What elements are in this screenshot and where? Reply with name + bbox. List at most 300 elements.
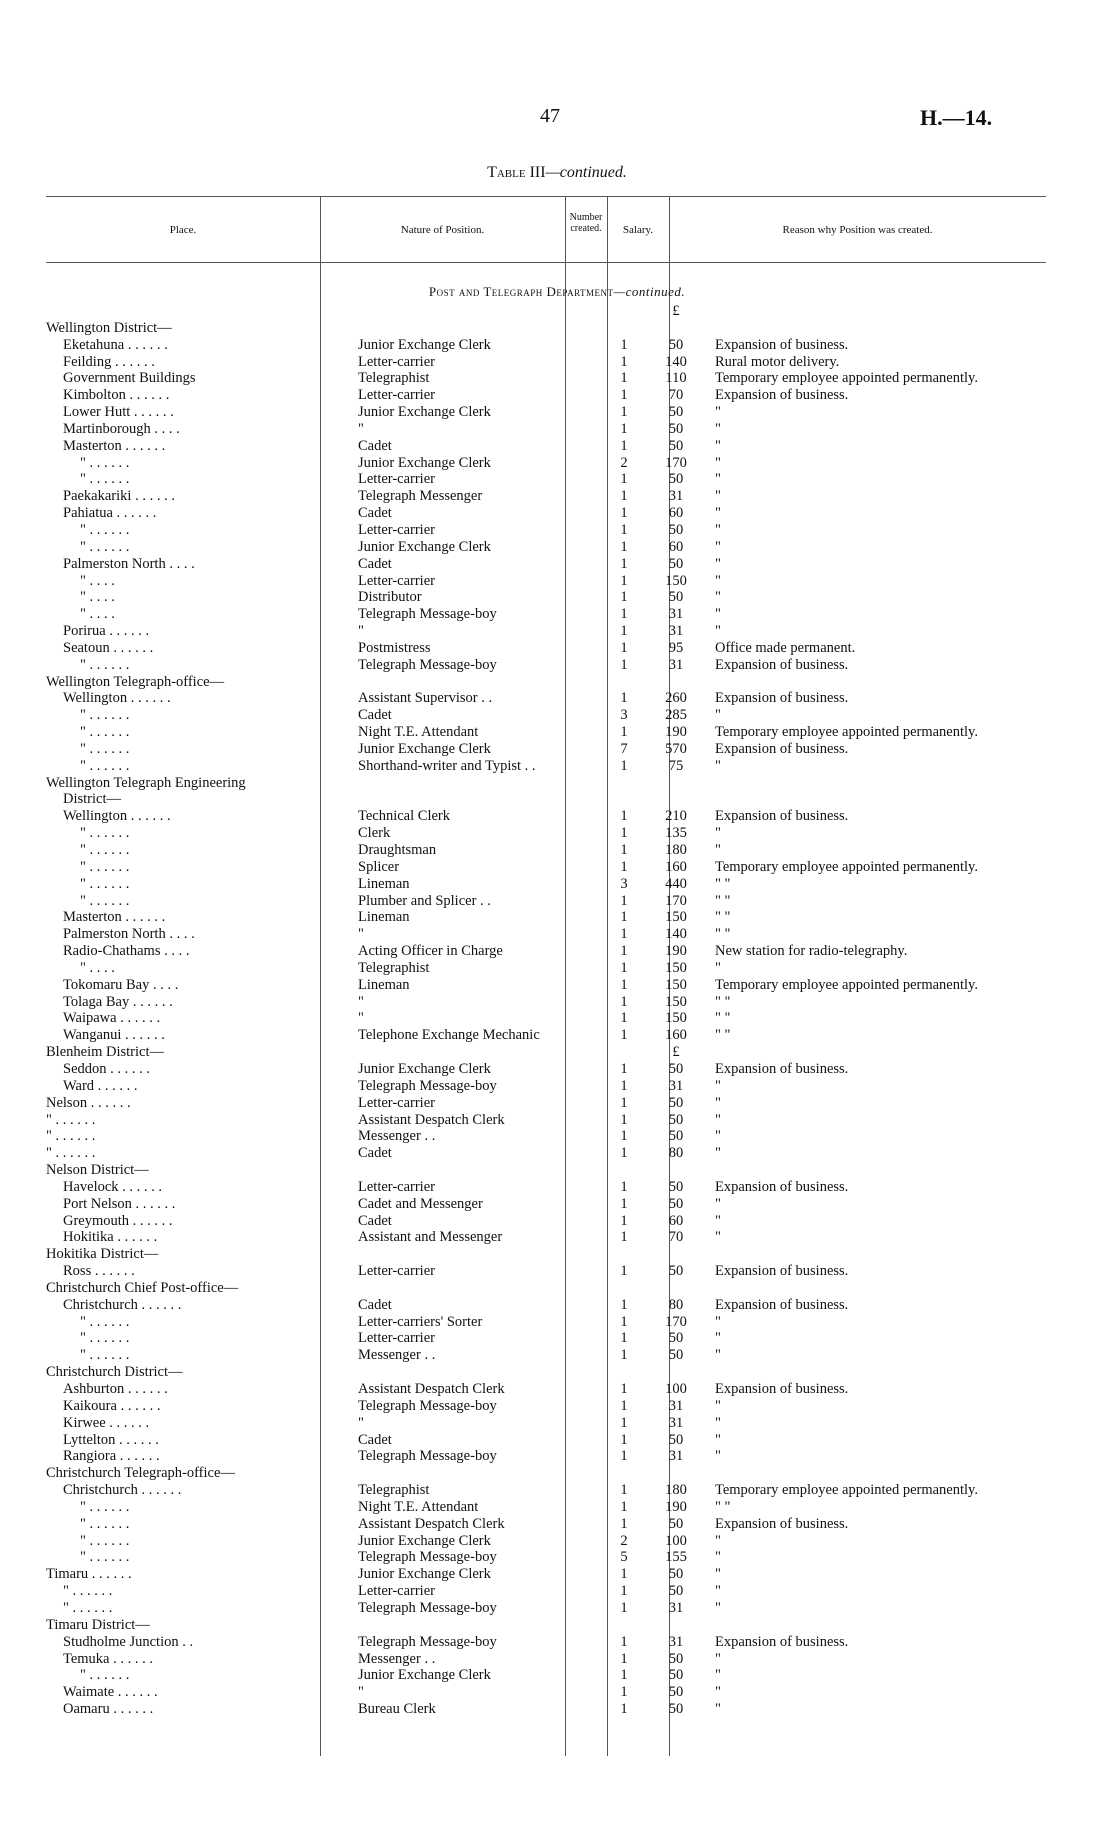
cell-salary: 190 bbox=[665, 724, 687, 741]
cell-number: 1 bbox=[620, 471, 628, 488]
cell-position bbox=[354, 303, 603, 320]
cell-reason: Expansion of business. bbox=[715, 1296, 849, 1313]
cell-place: Waipawa . . . . . . bbox=[63, 1010, 161, 1027]
cell-reason: " bbox=[715, 1532, 721, 1549]
cell-place: " . . . . . . bbox=[80, 656, 130, 673]
table-row bbox=[46, 623, 1065, 640]
cell-salary: 150 bbox=[665, 976, 687, 993]
table-row bbox=[46, 1617, 1065, 1634]
cell-place: Ward . . . . . . bbox=[63, 1077, 138, 1094]
cell-reason: Expansion of business. bbox=[715, 336, 849, 353]
table-row bbox=[46, 354, 1065, 371]
cell-salary: 160 bbox=[665, 1027, 687, 1044]
cell-salary: 50 bbox=[668, 420, 684, 437]
cell-salary: 50 bbox=[668, 1583, 684, 1600]
cell-salary: 50 bbox=[668, 1701, 684, 1718]
cell-number bbox=[603, 303, 645, 320]
cell-position: Messenger . . bbox=[358, 1347, 436, 1364]
cell-place: Feilding . . . . . . bbox=[63, 353, 155, 370]
cell-reason: Expansion of business. bbox=[715, 1381, 849, 1397]
cell-position: Cadet and Messenger bbox=[358, 1195, 483, 1212]
cell-reason: " bbox=[715, 420, 721, 437]
cell-reason: " bbox=[715, 1701, 721, 1718]
table-row bbox=[46, 1583, 1065, 1600]
cell-place: " . . . . . . bbox=[80, 875, 130, 892]
cell-reason: Expansion of business. bbox=[715, 1633, 849, 1650]
table-row bbox=[46, 1246, 1065, 1263]
cell-salary: 260 bbox=[665, 690, 687, 707]
cell-salary: 140 bbox=[665, 926, 687, 943]
cell-place: " . . . . . . bbox=[46, 1145, 96, 1162]
cell-position: Telegraph Message-boy bbox=[358, 1549, 497, 1566]
cell-number: 1 bbox=[620, 724, 628, 741]
column-header-reason: Reason why Position was created. bbox=[782, 224, 933, 236]
table-row bbox=[46, 1330, 1065, 1347]
cell-place: Timaru District— bbox=[46, 1616, 150, 1633]
cell-place: Lower Hutt . . . . . . bbox=[63, 404, 174, 421]
table-row bbox=[46, 1044, 1065, 1061]
cell-reason: " bbox=[715, 1549, 721, 1566]
table-row bbox=[46, 1600, 1065, 1617]
cell-number: 1 bbox=[620, 1414, 628, 1431]
cell-position: Cadet bbox=[358, 437, 392, 454]
cell-salary: 180 bbox=[665, 1482, 687, 1499]
cell-reason: " " bbox=[715, 926, 731, 943]
cell-salary bbox=[645, 1465, 707, 1482]
cell-number: 1 bbox=[620, 420, 628, 437]
cell-position: Letter-carrier bbox=[358, 572, 435, 589]
cell-reason: " bbox=[715, 1313, 721, 1330]
cell-place: Blenheim District— bbox=[46, 1044, 164, 1061]
table-row bbox=[46, 488, 1065, 505]
table-row bbox=[46, 1314, 1065, 1331]
cell-reason bbox=[707, 320, 1065, 337]
cell-place: Martinborough . . . . bbox=[63, 420, 180, 437]
cell-position: Night T.E. Attendant bbox=[358, 724, 479, 741]
cell-salary: 31 bbox=[668, 1448, 684, 1465]
table-row bbox=[46, 505, 1065, 522]
cell-number: 1 bbox=[620, 589, 628, 606]
table-row bbox=[46, 859, 1065, 876]
cell-number: 1 bbox=[620, 1296, 628, 1313]
table-row bbox=[46, 337, 1065, 354]
cell-number: 1 bbox=[620, 488, 628, 505]
cell-place: " . . . . . . bbox=[80, 521, 130, 538]
cell-place: " . . . . . . bbox=[80, 1330, 130, 1347]
cell-position: Telegraph Message-boy bbox=[358, 1633, 497, 1650]
cell-reason: " bbox=[715, 1195, 721, 1212]
cell-number: 5 bbox=[620, 1549, 628, 1566]
cell-position: Assistant Despatch Clerk bbox=[358, 1381, 505, 1397]
cell-position: Cadet bbox=[358, 1296, 392, 1313]
cell-reason: " " bbox=[715, 1010, 731, 1027]
cell-position: Letter-carrier bbox=[358, 471, 435, 488]
cell-position: Letter-carrier bbox=[358, 1178, 435, 1195]
table-row bbox=[46, 674, 1065, 691]
cell-salary: 190 bbox=[665, 943, 687, 960]
cell-reason: " bbox=[715, 707, 721, 724]
table-row bbox=[46, 1549, 1065, 1566]
cell-number: 3 bbox=[620, 875, 628, 892]
cell-place: Palmerston North . . . . bbox=[63, 926, 195, 943]
cell-position: " bbox=[358, 1010, 364, 1027]
cell-place: " . . . . bbox=[80, 572, 115, 589]
cell-number: 1 bbox=[620, 1111, 628, 1128]
cell-number: 1 bbox=[620, 1583, 628, 1600]
cell-position: " bbox=[358, 1684, 364, 1701]
cell-number: 1 bbox=[620, 1347, 628, 1364]
cell-place: Porirua . . . . . . bbox=[63, 623, 150, 640]
cell-position: Plumber and Splicer . . bbox=[358, 892, 491, 909]
cell-place: Kirwee . . . . . . bbox=[63, 1414, 150, 1431]
cell-salary: 285 bbox=[665, 707, 687, 724]
cell-number: 1 bbox=[620, 538, 628, 555]
cell-place: Wellington District— bbox=[46, 319, 172, 336]
table-row bbox=[46, 876, 1065, 893]
cell-number: 1 bbox=[620, 1431, 628, 1448]
cell-salary: 160 bbox=[665, 858, 687, 875]
cell-reason: " bbox=[715, 1650, 721, 1667]
cell-place: Wellington Telegraph Engineering bbox=[46, 774, 246, 791]
table-row bbox=[46, 1347, 1065, 1364]
cell-place: Wellington . . . . . . bbox=[63, 808, 171, 825]
cell-salary: 150 bbox=[665, 1010, 687, 1027]
department-suffix: —continued. bbox=[613, 284, 686, 299]
cell-place: " . . . . . . bbox=[80, 1313, 130, 1330]
cell-place: Hokitika . . . . . . bbox=[63, 1229, 158, 1246]
cell-reason bbox=[707, 1246, 1065, 1263]
cell-reason: " bbox=[715, 1397, 721, 1414]
cell-reason: " bbox=[715, 1094, 721, 1111]
cell-number bbox=[603, 775, 645, 792]
cell-salary: £ bbox=[672, 1044, 680, 1061]
cell-salary: 50 bbox=[668, 1195, 684, 1212]
cell-salary: 50 bbox=[668, 471, 684, 488]
cell-place: Kaikoura . . . . . . bbox=[63, 1397, 161, 1414]
cell-salary: 50 bbox=[668, 589, 684, 606]
cell-position: Postmistress bbox=[358, 639, 431, 656]
table-row bbox=[46, 1179, 1065, 1196]
cell-salary: 31 bbox=[668, 1397, 684, 1414]
table-row bbox=[46, 1566, 1065, 1583]
table-row bbox=[46, 1667, 1065, 1684]
cell-reason: " bbox=[715, 1111, 721, 1128]
cell-salary: 110 bbox=[665, 370, 687, 387]
table-row bbox=[46, 1364, 1065, 1381]
cell-number: 2 bbox=[620, 1532, 628, 1549]
cell-position: Lineman bbox=[358, 976, 410, 993]
cell-reason: " bbox=[715, 538, 721, 555]
table-row bbox=[46, 1415, 1065, 1432]
table-row bbox=[46, 825, 1065, 842]
table-row bbox=[46, 320, 1065, 337]
table-row bbox=[46, 1398, 1065, 1415]
cell-reason: " bbox=[715, 1431, 721, 1448]
cell-number: 1 bbox=[620, 808, 628, 825]
cell-salary: 150 bbox=[665, 959, 687, 976]
cell-reason bbox=[707, 1364, 1065, 1381]
cell-reason: Expansion of business. bbox=[715, 808, 849, 825]
cell-number: 1 bbox=[620, 1498, 628, 1515]
report-reference: H.—14. bbox=[920, 105, 993, 130]
cell-number: 1 bbox=[620, 555, 628, 572]
cell-number: 1 bbox=[620, 1313, 628, 1330]
table-title bbox=[0, 164, 1114, 182]
table-row bbox=[46, 724, 1065, 741]
cell-number: 1 bbox=[620, 1178, 628, 1195]
cell-number bbox=[603, 674, 645, 691]
table-row bbox=[46, 994, 1065, 1011]
cell-position: Junior Exchange Clerk bbox=[358, 1532, 491, 1549]
cell-reason: " bbox=[715, 1212, 721, 1229]
cell-place: Government Buildings bbox=[63, 370, 196, 387]
cell-salary: 150 bbox=[665, 993, 687, 1010]
cell-salary: 440 bbox=[665, 875, 687, 892]
cell-position: Cadet bbox=[358, 1145, 392, 1162]
table-row bbox=[46, 943, 1065, 960]
cell-place: Havelock . . . . . . bbox=[63, 1178, 163, 1195]
cell-salary: 50 bbox=[668, 1347, 684, 1364]
cell-salary: £ bbox=[672, 303, 680, 319]
cell-salary: 50 bbox=[668, 1431, 684, 1448]
cell-reason: Expansion of business. bbox=[715, 740, 849, 757]
cell-position: Junior Exchange Clerk bbox=[358, 1667, 491, 1684]
cell-number: 1 bbox=[620, 1094, 628, 1111]
cell-number: 1 bbox=[620, 336, 628, 353]
cell-place: Lyttelton . . . . . . bbox=[63, 1431, 159, 1448]
table-row bbox=[46, 589, 1065, 606]
department-heading bbox=[0, 284, 1114, 300]
cell-position: Lineman bbox=[358, 875, 410, 892]
cell-reason bbox=[707, 775, 1065, 792]
cell-position: Letter-carrier bbox=[358, 1330, 435, 1347]
cell-salary: 135 bbox=[665, 825, 687, 842]
cell-number: 1 bbox=[620, 959, 628, 976]
cell-place: " . . . . . . bbox=[80, 825, 130, 842]
cell-place: " . . . . . . bbox=[80, 892, 130, 909]
cell-number: 1 bbox=[620, 623, 628, 640]
cell-position: Telegraphist bbox=[358, 370, 430, 387]
table-row bbox=[46, 1651, 1065, 1668]
cell-number: 1 bbox=[620, 1077, 628, 1094]
cell-number: 1 bbox=[620, 1667, 628, 1684]
table-row bbox=[46, 1061, 1065, 1078]
cell-number: 1 bbox=[620, 1060, 628, 1077]
cell-position: Bureau Clerk bbox=[358, 1701, 436, 1718]
cell-number: 1 bbox=[620, 943, 628, 960]
cell-reason: " bbox=[715, 454, 721, 471]
cell-place: Christchurch District— bbox=[46, 1364, 183, 1381]
cell-number: 1 bbox=[620, 993, 628, 1010]
cell-number: 1 bbox=[620, 909, 628, 926]
cell-position: Junior Exchange Clerk bbox=[358, 1060, 491, 1077]
cell-reason: " " bbox=[715, 1027, 731, 1044]
cell-salary: 31 bbox=[668, 488, 684, 505]
column-header-number: Number created. bbox=[569, 212, 603, 234]
cell-reason: " bbox=[715, 623, 721, 640]
cell-place: " . . . . . . bbox=[46, 1128, 96, 1145]
cell-position: Distributor bbox=[358, 589, 422, 606]
cell-position: Cadet bbox=[358, 1431, 392, 1448]
cell-position bbox=[354, 674, 603, 691]
cell-reason: " bbox=[715, 1414, 721, 1431]
cell-reason: " " bbox=[715, 875, 731, 892]
cell-position: Junior Exchange Clerk bbox=[358, 538, 491, 555]
cell-number: 1 bbox=[620, 690, 628, 707]
cell-position: Messenger . . bbox=[358, 1128, 436, 1145]
cell-salary: 190 bbox=[665, 1498, 687, 1515]
cell-reason: " bbox=[715, 1566, 721, 1583]
cell-number: 1 bbox=[620, 572, 628, 589]
cell-number: 1 bbox=[620, 1145, 628, 1162]
cell-salary: 180 bbox=[665, 842, 687, 858]
table-row bbox=[46, 690, 1065, 707]
cell-salary: 50 bbox=[668, 1263, 684, 1280]
cell-place: Port Nelson . . . . . . bbox=[63, 1195, 176, 1212]
table-row bbox=[46, 1280, 1065, 1297]
cell-reason bbox=[707, 1044, 1065, 1061]
cell-reason: " bbox=[715, 1077, 721, 1094]
cell-position bbox=[354, 1162, 603, 1179]
cell-position: Assistant Despatch Clerk bbox=[358, 1111, 505, 1128]
table-row bbox=[46, 977, 1065, 994]
cell-reason: " bbox=[715, 757, 721, 774]
cell-salary: 50 bbox=[668, 1128, 684, 1145]
cell-reason: Expansion of business. bbox=[715, 1515, 849, 1532]
cell-salary: 170 bbox=[665, 454, 687, 471]
cell-place: Temuka . . . . . . bbox=[63, 1650, 153, 1667]
table-row bbox=[46, 1516, 1065, 1533]
table-row bbox=[46, 1078, 1065, 1095]
cell-place: Paekakariki . . . . . . bbox=[63, 488, 175, 505]
cell-place: Pahiatua . . . . . . bbox=[63, 505, 157, 522]
cell-reason: " bbox=[715, 555, 721, 572]
cell-salary: 100 bbox=[665, 1532, 687, 1549]
cell-salary bbox=[645, 674, 707, 691]
table-row bbox=[46, 960, 1065, 977]
table-row bbox=[46, 438, 1065, 455]
cell-reason bbox=[707, 674, 1065, 691]
cell-place: Rangiora . . . . . . bbox=[63, 1448, 160, 1465]
cell-reason: " " bbox=[715, 1498, 731, 1515]
cell-salary: 100 bbox=[665, 1381, 687, 1397]
table-row bbox=[46, 1229, 1065, 1246]
column-header-place: Place. bbox=[169, 224, 197, 236]
cell-reason bbox=[707, 1162, 1065, 1179]
cell-salary: 31 bbox=[668, 1599, 684, 1616]
cell-number bbox=[603, 1162, 645, 1179]
cell-place: Wanganui . . . . . . bbox=[63, 1027, 165, 1044]
cell-salary: 31 bbox=[668, 623, 684, 640]
cell-number: 1 bbox=[620, 842, 628, 858]
cell-position: " bbox=[358, 1414, 364, 1431]
cell-reason: " bbox=[715, 1684, 721, 1701]
table-row bbox=[46, 1128, 1065, 1145]
cell-reason: Temporary employee appointed permanently. bbox=[715, 976, 978, 993]
cell-place: " . . . . . . bbox=[80, 724, 130, 741]
cell-place: " . . . . . . bbox=[80, 858, 130, 875]
cell-reason bbox=[707, 303, 1065, 320]
cell-number: 1 bbox=[620, 1330, 628, 1347]
cell-position: Letter-carriers' Sorter bbox=[358, 1313, 483, 1330]
cell-salary: 50 bbox=[668, 521, 684, 538]
cell-salary: 50 bbox=[668, 1684, 684, 1701]
header-top-rule bbox=[46, 196, 1046, 197]
cell-position: Technical Clerk bbox=[358, 808, 450, 825]
table-row bbox=[46, 370, 1065, 387]
cell-place: " . . . . bbox=[80, 589, 115, 606]
cell-reason: " bbox=[715, 1330, 721, 1347]
cell-place: Timaru . . . . . . bbox=[46, 1566, 132, 1583]
cell-position: Junior Exchange Clerk bbox=[358, 404, 491, 421]
cell-number: 1 bbox=[620, 505, 628, 522]
cell-number: 1 bbox=[620, 1701, 628, 1718]
cell-salary: 50 bbox=[668, 1111, 684, 1128]
cell-salary: 50 bbox=[668, 1330, 684, 1347]
cell-number: 1 bbox=[620, 1633, 628, 1650]
cell-position: Splicer bbox=[358, 858, 400, 875]
cell-place: Christchurch . . . . . . bbox=[63, 1296, 182, 1313]
cell-place: Ross . . . . . . bbox=[63, 1263, 135, 1280]
cell-number: 1 bbox=[620, 858, 628, 875]
table-row bbox=[46, 1297, 1065, 1314]
cell-salary: 570 bbox=[665, 740, 687, 757]
cell-place: Masterton . . . . . . bbox=[63, 909, 166, 926]
cell-position: Telegraph Message-boy bbox=[358, 1599, 497, 1616]
cell-place: Seatoun . . . . . . bbox=[63, 639, 154, 656]
cell-place: Radio-Chathams . . . . bbox=[63, 943, 190, 960]
cell-place: " . . . . . . bbox=[80, 454, 130, 471]
cell-salary: 170 bbox=[665, 892, 687, 909]
cell-place bbox=[46, 303, 354, 320]
cell-salary: 80 bbox=[668, 1145, 684, 1162]
table-row bbox=[46, 1448, 1065, 1465]
cell-reason: " bbox=[715, 404, 721, 421]
cell-place: Eketahuna . . . . . . bbox=[63, 336, 168, 353]
cell-place: " . . . . . . bbox=[80, 1532, 130, 1549]
cell-reason: " bbox=[715, 505, 721, 522]
cell-salary: 31 bbox=[668, 1633, 684, 1650]
cell-place: " . . . . bbox=[80, 959, 115, 976]
cell-reason: " bbox=[715, 606, 721, 623]
cell-salary: 50 bbox=[668, 1094, 684, 1111]
cell-place: " . . . . . . bbox=[80, 1498, 130, 1515]
cell-position: Junior Exchange Clerk bbox=[358, 336, 491, 353]
cell-number: 1 bbox=[620, 353, 628, 370]
cell-position: Acting Officer in Charge bbox=[358, 943, 503, 960]
cell-reason: New station for radio-telegraphy. bbox=[715, 943, 908, 960]
cell-reason: Expansion of business. bbox=[715, 1060, 849, 1077]
cell-number: 1 bbox=[620, 387, 628, 404]
cell-number: 1 bbox=[620, 1229, 628, 1246]
cell-number: 1 bbox=[620, 1212, 628, 1229]
cell-position: Shorthand-writer and Typist . . bbox=[358, 757, 536, 774]
cell-salary bbox=[645, 1364, 707, 1381]
department-name: Post and Telegraph Department bbox=[428, 284, 614, 299]
cell-position: Telegraph Message-boy bbox=[358, 656, 497, 673]
table-row bbox=[46, 455, 1065, 472]
cell-reason: " bbox=[715, 488, 721, 505]
table-row bbox=[46, 1634, 1065, 1651]
cell-salary bbox=[645, 1162, 707, 1179]
cell-salary: 31 bbox=[668, 1414, 684, 1431]
table-row bbox=[46, 1162, 1065, 1179]
cell-number: 1 bbox=[620, 926, 628, 943]
cell-reason: " " bbox=[715, 892, 731, 909]
table-row bbox=[46, 1684, 1065, 1701]
cell-reason: " bbox=[715, 842, 721, 858]
cell-salary: 170 bbox=[665, 1313, 687, 1330]
